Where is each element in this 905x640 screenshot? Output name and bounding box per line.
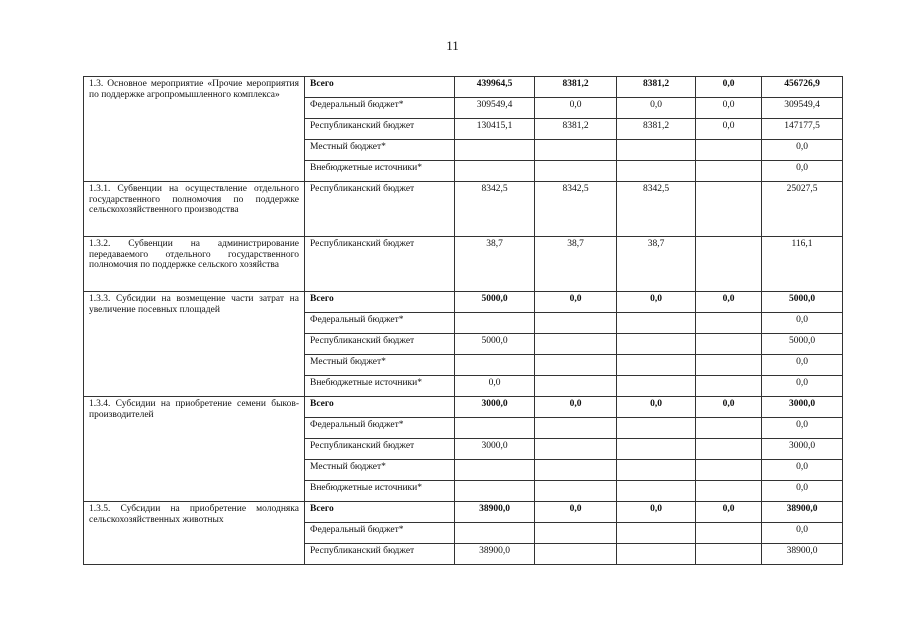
funding-source: Федеральный бюджет* bbox=[305, 418, 455, 439]
amount-cell: 8381,2 bbox=[535, 119, 617, 140]
amount-cell bbox=[535, 313, 617, 334]
amount-cell: 8381,2 bbox=[535, 77, 617, 98]
amount-cell bbox=[696, 376, 762, 397]
amount-cell: 5000,0 bbox=[455, 334, 535, 355]
measure-title: 1.3. Основное мероприятие «Прочие мероприятия по поддержке агропромышленного комплекса» bbox=[84, 77, 305, 182]
funding-source: Республиканский бюджет bbox=[305, 439, 455, 460]
amount-cell: 8381,2 bbox=[617, 119, 696, 140]
amount-cell: 8342,5 bbox=[617, 182, 696, 237]
amount-cell bbox=[617, 376, 696, 397]
amount-cell: 8342,5 bbox=[535, 182, 617, 237]
amount-cell bbox=[535, 460, 617, 481]
amount-cell bbox=[696, 544, 762, 565]
amount-cell bbox=[455, 140, 535, 161]
amount-cell: 439964,5 bbox=[455, 77, 535, 98]
amount-cell: 38,7 bbox=[455, 237, 535, 292]
amount-cell: 3000,0 bbox=[762, 397, 843, 418]
table-row bbox=[84, 237, 843, 292]
amount-cell: 0,0 bbox=[455, 376, 535, 397]
amount-cell: 309549,4 bbox=[455, 98, 535, 119]
measure-title: 1.3.2. Субвенции на администрирование передаваемого отдельного государственного полномочия по поддержке сельского хозяйства bbox=[84, 237, 305, 292]
funding-source: Местный бюджет* bbox=[305, 460, 455, 481]
amount-cell: 0,0 bbox=[617, 397, 696, 418]
funding-source: Внебюджетные источники* bbox=[305, 376, 455, 397]
amount-cell: 5000,0 bbox=[455, 292, 535, 313]
amount-cell: 0,0 bbox=[762, 418, 843, 439]
amount-cell bbox=[696, 237, 762, 292]
table-row bbox=[84, 77, 843, 98]
amount-cell: 38900,0 bbox=[762, 544, 843, 565]
funding-source: Всего bbox=[305, 397, 455, 418]
amount-cell bbox=[617, 334, 696, 355]
amount-cell: 25027,5 bbox=[762, 182, 843, 237]
funding-source: Республиканский бюджет bbox=[305, 334, 455, 355]
amount-cell bbox=[455, 418, 535, 439]
measure-title: 1.3.5. Субсидии на приобретение молодняка сельскохозяйственных животных bbox=[84, 502, 305, 565]
amount-cell: 8381,2 bbox=[617, 77, 696, 98]
amount-cell bbox=[535, 161, 617, 182]
page-number: 11 bbox=[446, 38, 459, 53]
amount-cell: 0,0 bbox=[696, 119, 762, 140]
amount-cell bbox=[696, 182, 762, 237]
amount-cell bbox=[535, 481, 617, 502]
amount-cell: 0,0 bbox=[617, 502, 696, 523]
amount-cell: 0,0 bbox=[696, 77, 762, 98]
amount-cell: 38900,0 bbox=[455, 502, 535, 523]
amount-cell: 116,1 bbox=[762, 237, 843, 292]
measure-title: 1.3.4. Субсидии на приобретение семени быков-производителей bbox=[84, 397, 305, 502]
funding-source: Местный бюджет* bbox=[305, 140, 455, 161]
amount-cell bbox=[696, 523, 762, 544]
amount-cell: 5000,0 bbox=[762, 334, 843, 355]
funding-source: Всего bbox=[305, 77, 455, 98]
funding-source: Федеральный бюджет* bbox=[305, 313, 455, 334]
funding-source: Внебюджетные источники* bbox=[305, 161, 455, 182]
amount-cell bbox=[455, 481, 535, 502]
amount-cell bbox=[455, 355, 535, 376]
amount-cell bbox=[455, 313, 535, 334]
funding-source: Местный бюджет* bbox=[305, 355, 455, 376]
amount-cell bbox=[535, 523, 617, 544]
amount-cell bbox=[696, 140, 762, 161]
amount-cell bbox=[455, 161, 535, 182]
amount-cell bbox=[617, 355, 696, 376]
amount-cell bbox=[617, 481, 696, 502]
funding-source: Республиканский бюджет bbox=[305, 237, 455, 292]
funding-source: Всего bbox=[305, 502, 455, 523]
amount-cell: 0,0 bbox=[762, 313, 843, 334]
amount-cell bbox=[535, 140, 617, 161]
amount-cell bbox=[696, 334, 762, 355]
amount-cell bbox=[535, 334, 617, 355]
amount-cell: 38,7 bbox=[535, 237, 617, 292]
amount-cell bbox=[696, 439, 762, 460]
amount-cell: 0,0 bbox=[762, 140, 843, 161]
amount-cell bbox=[455, 523, 535, 544]
amount-cell: 3000,0 bbox=[455, 439, 535, 460]
amount-cell: 0,0 bbox=[696, 397, 762, 418]
amount-cell bbox=[617, 460, 696, 481]
funding-source: Федеральный бюджет* bbox=[305, 98, 455, 119]
amount-cell bbox=[696, 460, 762, 481]
budget-table bbox=[83, 76, 843, 565]
amount-cell: 0,0 bbox=[762, 481, 843, 502]
amount-cell: 0,0 bbox=[762, 161, 843, 182]
amount-cell bbox=[617, 544, 696, 565]
amount-cell bbox=[696, 481, 762, 502]
amount-cell: 0,0 bbox=[535, 502, 617, 523]
amount-cell: 0,0 bbox=[535, 292, 617, 313]
amount-cell bbox=[535, 355, 617, 376]
amount-cell: 8342,5 bbox=[455, 182, 535, 237]
amount-cell: 0,0 bbox=[696, 98, 762, 119]
amount-cell: 0,0 bbox=[696, 292, 762, 313]
table-row bbox=[84, 397, 843, 418]
amount-cell bbox=[455, 460, 535, 481]
amount-cell bbox=[617, 418, 696, 439]
amount-cell bbox=[696, 418, 762, 439]
amount-cell: 147177,5 bbox=[762, 119, 843, 140]
amount-cell bbox=[617, 140, 696, 161]
amount-cell bbox=[617, 313, 696, 334]
amount-cell bbox=[696, 161, 762, 182]
amount-cell bbox=[617, 523, 696, 544]
amount-cell: 0,0 bbox=[617, 98, 696, 119]
amount-cell: 0,0 bbox=[762, 355, 843, 376]
amount-cell: 456726,9 bbox=[762, 77, 843, 98]
amount-cell bbox=[535, 376, 617, 397]
table-row bbox=[84, 292, 843, 313]
amount-cell: 130415,1 bbox=[455, 119, 535, 140]
measure-title: 1.3.1. Субвенции на осуществление отдельного государственного полномочия по поддержке сельскохозяйственного производства bbox=[84, 182, 305, 237]
amount-cell bbox=[535, 418, 617, 439]
amount-cell: 0,0 bbox=[762, 376, 843, 397]
funding-source: Федеральный бюджет* bbox=[305, 523, 455, 544]
budget-table-body bbox=[84, 77, 843, 565]
amount-cell bbox=[617, 161, 696, 182]
table-row bbox=[84, 182, 843, 237]
amount-cell bbox=[696, 355, 762, 376]
funding-source: Республиканский бюджет bbox=[305, 544, 455, 565]
amount-cell: 5000,0 bbox=[762, 292, 843, 313]
amount-cell bbox=[535, 544, 617, 565]
amount-cell: 0,0 bbox=[535, 397, 617, 418]
amount-cell: 3000,0 bbox=[762, 439, 843, 460]
amount-cell: 0,0 bbox=[762, 523, 843, 544]
measure-title: 1.3.3. Субсидии на возмещение части затрат на увеличение посевных площадей bbox=[84, 292, 305, 397]
amount-cell bbox=[535, 439, 617, 460]
amount-cell: 0,0 bbox=[696, 502, 762, 523]
amount-cell: 3000,0 bbox=[455, 397, 535, 418]
funding-source: Республиканский бюджет bbox=[305, 182, 455, 237]
amount-cell: 38,7 bbox=[617, 237, 696, 292]
amount-cell: 0,0 bbox=[617, 292, 696, 313]
funding-source: Внебюджетные источники* bbox=[305, 481, 455, 502]
amount-cell: 0,0 bbox=[762, 460, 843, 481]
amount-cell bbox=[617, 439, 696, 460]
funding-source: Республиканский бюджет bbox=[305, 119, 455, 140]
amount-cell: 38900,0 bbox=[455, 544, 535, 565]
funding-source: Всего bbox=[305, 292, 455, 313]
amount-cell: 0,0 bbox=[535, 98, 617, 119]
amount-cell bbox=[696, 313, 762, 334]
amount-cell: 309549,4 bbox=[762, 98, 843, 119]
table-row bbox=[84, 502, 843, 523]
amount-cell: 38900,0 bbox=[762, 502, 843, 523]
